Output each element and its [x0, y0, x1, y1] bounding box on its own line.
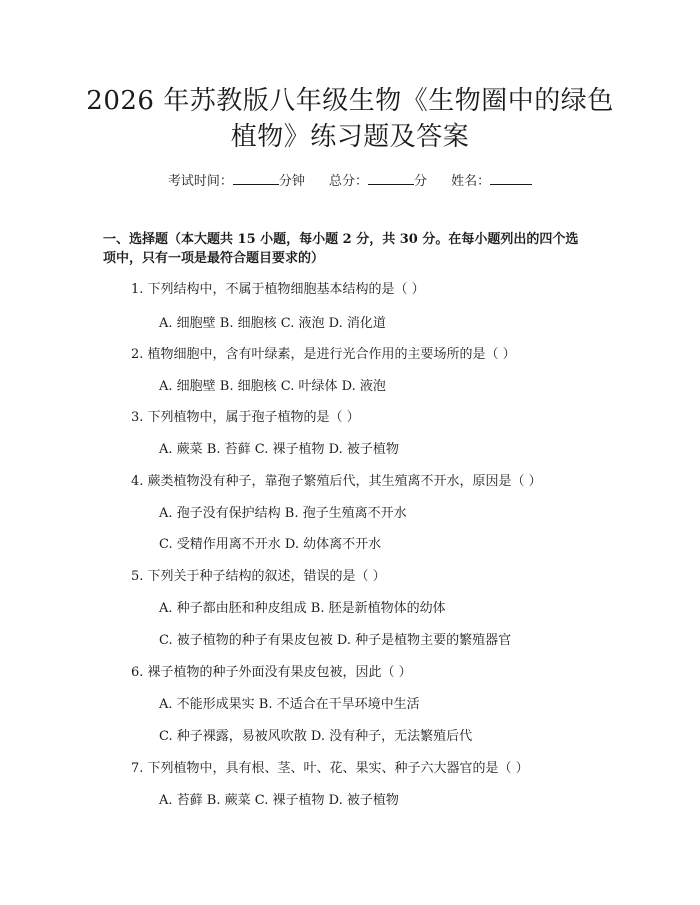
exam-time-blank — [233, 172, 279, 185]
question-options: C. 被子植物的种子有果皮包被 D. 种子是植物主要的繁殖器官 — [159, 633, 512, 648]
page-title-line-1: 2026 年苏教版八年级生物《生物圈中的绿色 — [86, 86, 614, 116]
question-options: C. 受精作用离不开水 D. 幼体离不开水 — [159, 537, 382, 552]
exam-time-field — [168, 170, 305, 189]
student-name-label: 姓名： — [451, 174, 491, 189]
total-score-blank — [368, 172, 414, 185]
section-heading-line-1: 一、选择题（本大题共 15 小题，每小题 2 分，共 30 分。在每小题列出的四个选 — [103, 232, 579, 247]
exam-time-label: 考试时间： — [167, 174, 233, 189]
question-stem: 1. 下列结构中，不属于植物细胞基本结构的是（ ） — [131, 282, 425, 297]
student-name-field — [451, 170, 532, 189]
question-options: A. 不能形成果实 B. 不适合在干旱环境中生活 — [159, 697, 420, 712]
page-title-line-2: 植物》练习题及答案 — [230, 122, 470, 152]
question-options: A. 种子都由胚和种皮组成 B. 胚是新植物体的幼体 — [159, 601, 446, 616]
question-options: A. 蕨菜 B. 苔藓 C. 裸子植物 D. 被子植物 — [159, 442, 399, 457]
question-options: A. 细胞壁 B. 细胞核 C. 液泡 D. 消化道 — [159, 316, 386, 331]
question-stem: 6. 裸子植物的种子外面没有果皮包被，因此（ ） — [131, 665, 412, 680]
student-name-blank — [490, 172, 532, 185]
question-stem: 4. 蕨类植物没有种子，靠孢子繁殖后代，其生殖离不开水，原因是（ ） — [131, 474, 542, 489]
question-options: C. 种子裸露，易被风吹散 D. 没有种子，无法繁殖后代 — [159, 729, 473, 744]
exam-time-unit: 分钟 — [278, 174, 305, 189]
total-score-field — [329, 170, 427, 189]
question-stem: 2. 植物细胞中，含有叶绿素，是进行光合作用的主要场所的是（ ） — [131, 347, 516, 362]
total-score-unit: 分 — [414, 174, 428, 189]
question-options: A. 细胞壁 B. 细胞核 C. 叶绿体 D. 液泡 — [159, 379, 386, 394]
question-options: A. 孢子没有保护结构 B. 孢子生殖离不开水 — [159, 506, 407, 521]
question-stem: 7. 下列植物中，具有根、茎、叶、花、果实、种子六大器官的是（ ） — [131, 761, 529, 776]
section-heading-line-2: 项中，只有一项是最符合题目要求的） — [103, 251, 325, 266]
question-stem: 3. 下列植物中，属于孢子植物的是（ ） — [131, 410, 360, 425]
question-options: A. 苔藓 B. 蕨菜 C. 裸子植物 D. 被子植物 — [159, 793, 399, 808]
exam-meta-line — [0, 170, 700, 189]
question-stem: 5. 下列关于种子结构的叙述，错误的是（ ） — [131, 569, 386, 584]
total-score-label: 总分： — [328, 174, 368, 189]
